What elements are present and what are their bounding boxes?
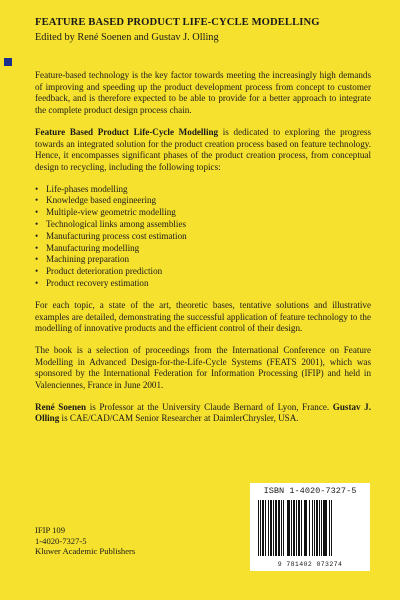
isbn-number: 1-4020-7327-5 (35, 535, 87, 546)
series-number: IFIP 109 (35, 525, 66, 535)
intro-paragraph: Feature-based technology is the key factor towards meeting the increasingly high demands of improving and speeding up the product development process from concept to customer feedback, and is therefore expected to be able to provide for a better approach to integrate the complete product design process chain. (35, 70, 371, 116)
topic-item: • Knowledge based engineering (35, 195, 371, 207)
topic-item: • Life-phases modelling (35, 184, 371, 196)
editor-name-soenen: René Soenen (35, 401, 87, 412)
topic-item: • Manufacturing modelling (35, 243, 371, 255)
book-title-inline: Feature Based Product Life-Cycle Modelling (35, 126, 219, 137)
proceedings-paragraph: The book is a selection of proceedings from the International Conference on Feature Modelling in Advanced Design-for-the-Life-Cycle Systems (FEATS 2001), which was sponsored by the International Federation for Information Processing (IFIP) and held in Valenciennes, France in June 2001. (35, 344, 371, 391)
editor-bio-olling: is CAE/CAD/CAM Senior Researcher at DaimlerChrysler, USA. (59, 413, 299, 424)
barcode-bars (258, 500, 362, 556)
publisher-name: Kluwer Academic Publishers (35, 546, 136, 556)
book-title: FEATURE BASED PRODUCT LIFE-CYCLE MODELLING (35, 17, 320, 28)
blue-square-marker (4, 58, 12, 66)
barcode-isbn-label: ISBN 1-4020-7327-5 (263, 486, 357, 496)
editor-bio-soenen: is Professor at the University Claude Bernard of Lyon, France. (86, 401, 333, 412)
blurb-body (35, 70, 371, 435)
approach-paragraph: For each topic, a state of the art, theoretic bases, tentative solutions and illustrative examples are detailed, demonstrating the successful application of feature technology to the modelling of innovative products and the efficient control of their design. (35, 299, 371, 334)
description-paragraph (35, 127, 371, 174)
publication-info (35, 525, 135, 557)
barcode-space (332, 500, 333, 556)
barcode-digits: 9 781402 073274 (277, 561, 343, 568)
topic-item: • Product deterioration prediction (35, 266, 371, 278)
editor-bios-paragraph (35, 402, 371, 425)
editor-name-olling: Gustav J. Olling (35, 401, 371, 424)
isbn-barcode (250, 483, 370, 571)
topic-item: • Multiple-view geometric modelling (35, 207, 371, 219)
topic-item: • Product recovery estimation (35, 278, 371, 290)
editors-line: Edited by René Soenen and Gustav J. Olling (35, 32, 219, 43)
description-text: is dedicated to exploring the progress towards an integrated solution for the product creation process based on feature technology. Hence, it encompasses significant phases of the product creation process, from conceptual design to recycling, including the following topics: (35, 126, 371, 172)
topic-item: • Manufacturing process cost estimation (35, 231, 371, 243)
topic-item: • Technological links among assemblies (35, 219, 371, 231)
topic-item: • Machining preparation (35, 254, 371, 266)
topics-list (35, 184, 371, 290)
